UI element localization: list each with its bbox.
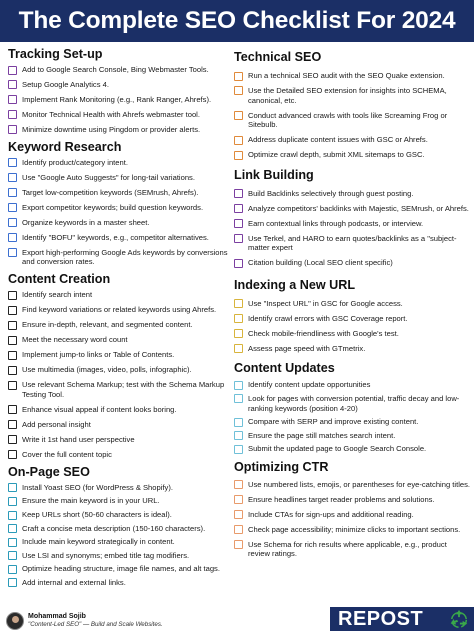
checklist-item[interactable]: Identify crawl errors with GSC Coverage report. — [234, 314, 470, 324]
checkbox-icon[interactable] — [234, 234, 243, 243]
section-title: Content Updates — [234, 361, 335, 376]
checklist-item[interactable]: Export competitor keywords; build question keywords. — [8, 203, 230, 213]
right-column — [234, 44, 470, 564]
checkbox-icon[interactable] — [8, 366, 17, 375]
section-keyword-research — [8, 140, 230, 267]
checklist-item[interactable]: Add personal insight — [8, 420, 230, 430]
checklist-item[interactable]: Ensure headlines target reader problems and solutions. — [234, 495, 470, 505]
checkbox-icon[interactable] — [234, 394, 243, 403]
checklist-item[interactable]: Meet the necessary word count — [8, 335, 230, 345]
checklist-item[interactable]: Use "Google Auto Suggests" for long-tail variations. — [8, 173, 230, 183]
checkbox-icon[interactable] — [8, 381, 17, 390]
checklist-item[interactable]: Citation building (Local SEO client specific) — [234, 258, 470, 268]
checklist-item[interactable]: Use multimedia (images, video, polls, infographic). — [8, 365, 230, 375]
checkbox-icon[interactable] — [8, 321, 17, 330]
checkbox-icon[interactable] — [234, 480, 243, 489]
section-title: Technical SEO — [234, 50, 322, 64]
checklist-item[interactable]: Assess page speed with GTmetrix. — [234, 344, 470, 354]
checklist-item[interactable]: Look for pages with conversion potential, traffic decay and low-ranking keywords (position 4-20) — [234, 394, 470, 413]
checklist-item[interactable]: Use the Detailed SEO extension for insights into SCHEMA, canonical, etc. — [234, 86, 470, 105]
checkbox-icon[interactable] — [234, 86, 243, 95]
checklist-item[interactable]: Cover the full content topic — [8, 450, 230, 460]
checklist-item[interactable]: Compare with SERP and improve existing content. — [234, 417, 470, 427]
checkbox-icon[interactable] — [8, 218, 17, 227]
checklist-item[interactable]: Craft a concise meta description (150-160 characters). — [8, 524, 230, 534]
section-on-page-seo — [8, 465, 230, 588]
checklist-item[interactable]: Add internal and external links. — [8, 578, 230, 588]
checkbox-icon[interactable] — [8, 405, 17, 414]
section-link-building — [234, 168, 470, 268]
checklist-item[interactable]: Enhance visual appeal if content looks boring. — [8, 405, 230, 415]
checkbox-icon[interactable] — [234, 381, 243, 390]
section-content-updates — [234, 361, 470, 454]
checklist-item[interactable]: Use LSI and synonyms; embed title tag modifiers. — [8, 551, 230, 561]
checkbox-icon[interactable] — [234, 431, 243, 440]
checkbox-icon[interactable] — [8, 551, 17, 560]
checklist-item[interactable]: Identify product/category intent. — [8, 158, 230, 168]
checkbox-icon[interactable] — [8, 483, 17, 492]
checklist-item[interactable]: Analyze competitors' backlinks with Majestic, SEMrush, or Ahrefs. — [234, 204, 470, 214]
checkbox-icon[interactable] — [234, 344, 243, 353]
section-content-creation — [8, 272, 230, 459]
checkbox-icon[interactable] — [234, 525, 243, 534]
checklist-item[interactable]: Use "Inspect URL" in GSC for Google access. — [234, 299, 470, 309]
section-title: Content Creation — [8, 272, 111, 287]
checklist-item[interactable]: Conduct advanced crawls with tools like Screaming Frog or Sitebulb. — [234, 111, 470, 130]
section-optimizing-ctr — [234, 460, 470, 559]
checkbox-icon[interactable] — [8, 306, 17, 315]
checkbox-icon[interactable] — [8, 291, 17, 300]
recycle-icon — [448, 608, 470, 630]
left-column — [8, 44, 230, 592]
checkbox-icon[interactable] — [8, 233, 17, 242]
checkbox-icon[interactable] — [8, 538, 17, 547]
checklist-item[interactable]: Earn contextual links through podcasts, or interview. — [234, 219, 470, 229]
checklist-item[interactable]: Keep URLs short (50-60 characters is ideal). — [8, 510, 230, 520]
checklist-item[interactable]: Export high-performing Google Ads keywords by conversions and conversion rates. — [8, 248, 230, 267]
author-tagline: "Content-Led SEO" — Build and Scale Websites. — [28, 621, 163, 628]
avatar — [6, 612, 24, 630]
checkbox-icon[interactable] — [234, 111, 243, 120]
checklist-item[interactable]: Add to Google Search Console, Bing Webmaster Tools. — [8, 65, 230, 75]
checklist-item[interactable]: Ensure the page still matches search intent. — [234, 431, 470, 441]
checkbox-icon[interactable] — [8, 188, 17, 197]
section-title: Indexing a New URL — [234, 277, 356, 292]
author-name: Mohammad Sojib — [28, 613, 86, 620]
checkbox-icon[interactable] — [8, 158, 17, 167]
checklist-item[interactable]: Target low-competition keywords (SEMrush, Ahrefs). — [8, 188, 230, 198]
checkbox-icon[interactable] — [234, 418, 243, 427]
checkbox-icon[interactable] — [8, 420, 17, 429]
checkbox-icon[interactable] — [234, 510, 243, 519]
checkbox-icon[interactable] — [8, 173, 17, 182]
checklist-item[interactable]: Address duplicate content issues with GSC or Ahrefs. — [234, 135, 470, 145]
checkbox-icon[interactable] — [234, 495, 243, 504]
checklist-item[interactable]: Include CTAs for sign-ups and additional reading. — [234, 510, 470, 520]
checkbox-icon[interactable] — [8, 336, 17, 345]
checkbox-icon[interactable] — [8, 203, 17, 212]
checklist-item[interactable]: Install Yoast SEO (for WordPress & Shopify). — [8, 483, 230, 493]
checkbox-icon[interactable] — [8, 95, 17, 104]
repost-button[interactable]: REPOST — [330, 607, 474, 631]
checklist-item[interactable]: Optimize heading structure, image file names, and alt tags. — [8, 564, 230, 574]
checkbox-icon[interactable] — [8, 511, 17, 520]
section-title: Link Building — [234, 167, 314, 182]
checklist-item[interactable]: Monitor Technical Health with Ahrefs webmaster tool. — [8, 110, 230, 120]
checkbox-icon[interactable] — [8, 125, 17, 134]
checklist-item[interactable]: Check page accessibility; minimize clicks to important sections. — [234, 525, 470, 535]
checkbox-icon[interactable] — [234, 151, 243, 160]
section-technical-seo — [234, 50, 470, 160]
section-title: Optimizing CTR — [234, 459, 329, 474]
checklist-item[interactable]: Optimize crawl depth, submit XML sitemaps to GSC. — [234, 150, 470, 160]
checkbox-icon[interactable] — [8, 351, 17, 360]
checkbox-icon[interactable] — [8, 435, 17, 444]
checkbox-icon[interactable] — [8, 66, 17, 75]
section-tracking-setup — [8, 47, 230, 135]
checkbox-icon[interactable] — [8, 450, 17, 459]
checklist-item[interactable]: Organize keywords in a master sheet. — [8, 218, 230, 228]
checkbox-icon[interactable] — [8, 565, 17, 574]
checklist-item[interactable]: Identify search intent — [8, 290, 230, 300]
checklist-item[interactable]: Find keyword variations or related keywords using Ahrefs. — [8, 305, 230, 315]
checkbox-icon[interactable] — [8, 80, 17, 89]
checklist-item[interactable]: Write it 1st hand user perspective — [8, 435, 230, 445]
checkbox-icon[interactable] — [234, 314, 243, 323]
checklist-item[interactable]: Use Schema for rich results where applicable, e.g., product review ratings. — [234, 540, 470, 559]
checklist-item[interactable]: Identify "BOFU" keywords, e.g., competitor alternatives. — [8, 233, 230, 243]
checkbox-icon[interactable] — [234, 329, 243, 338]
checkbox-icon[interactable] — [234, 540, 243, 549]
checkbox-icon[interactable] — [8, 524, 17, 533]
checklist-item[interactable]: Check mobile-friendliness with Google's test. — [234, 329, 470, 339]
checkbox-icon[interactable] — [234, 219, 243, 228]
checkbox-icon[interactable] — [234, 445, 243, 454]
checkbox-icon[interactable] — [8, 248, 17, 257]
checklist-item[interactable]: Implement jump-to links or Table of Contents. — [8, 350, 230, 360]
checkbox-icon[interactable] — [8, 110, 17, 119]
checklist-item[interactable]: Ensure in-depth, relevant, and segmented content. — [8, 320, 230, 330]
checklist-item[interactable]: Run a technical SEO audit with the SEO Quake extension. — [234, 71, 470, 81]
checklist-item[interactable]: Build Backlinks selectively through guest posting. — [234, 189, 470, 199]
page-title: The Complete SEO Checklist For 2024 — [0, 0, 474, 42]
checklist-item[interactable]: Use numbered lists, emojis, or parentheses for eye-catching titles. — [234, 480, 470, 490]
checkbox-icon[interactable] — [234, 136, 243, 145]
checklist-item[interactable]: Setup Google Analytics 4. — [8, 80, 230, 90]
section-title: Tracking Set-up — [8, 47, 103, 61]
checkbox-icon[interactable] — [234, 189, 243, 198]
checklist-item[interactable]: Minimize downtime using Pingdom or provider alerts. — [8, 125, 230, 135]
checkbox-icon[interactable] — [234, 299, 243, 308]
checklist-item[interactable]: Include main keyword strategically in content. — [8, 537, 230, 547]
checklist-item[interactable]: Use relevant Schema Markup; test with the Schema Markup Testing Tool. — [8, 380, 230, 399]
checklist-item[interactable]: Identify content update opportunities — [234, 380, 470, 390]
checkbox-icon[interactable] — [8, 578, 17, 587]
checklist-item[interactable]: Ensure the main keyword is in your URL. — [8, 496, 230, 506]
checklist-item[interactable]: Use Terkel, and HARO to earn quotes/backlinks as a "subject-matter expert — [234, 234, 470, 253]
section-title: Keyword Research — [8, 139, 122, 154]
checklist-item[interactable]: Submit the updated page to Google Search Console. — [234, 444, 470, 454]
checkbox-icon[interactable] — [8, 497, 17, 506]
checkbox-icon[interactable] — [234, 72, 243, 81]
checkbox-icon[interactable] — [234, 259, 243, 268]
section-indexing-new-url — [234, 278, 470, 354]
checklist-item[interactable]: Implement Rank Monitoring (e.g., Rank Ranger, Ahrefs). — [8, 95, 230, 105]
checkbox-icon[interactable] — [234, 204, 243, 213]
section-title: On-Page SEO — [8, 464, 90, 479]
